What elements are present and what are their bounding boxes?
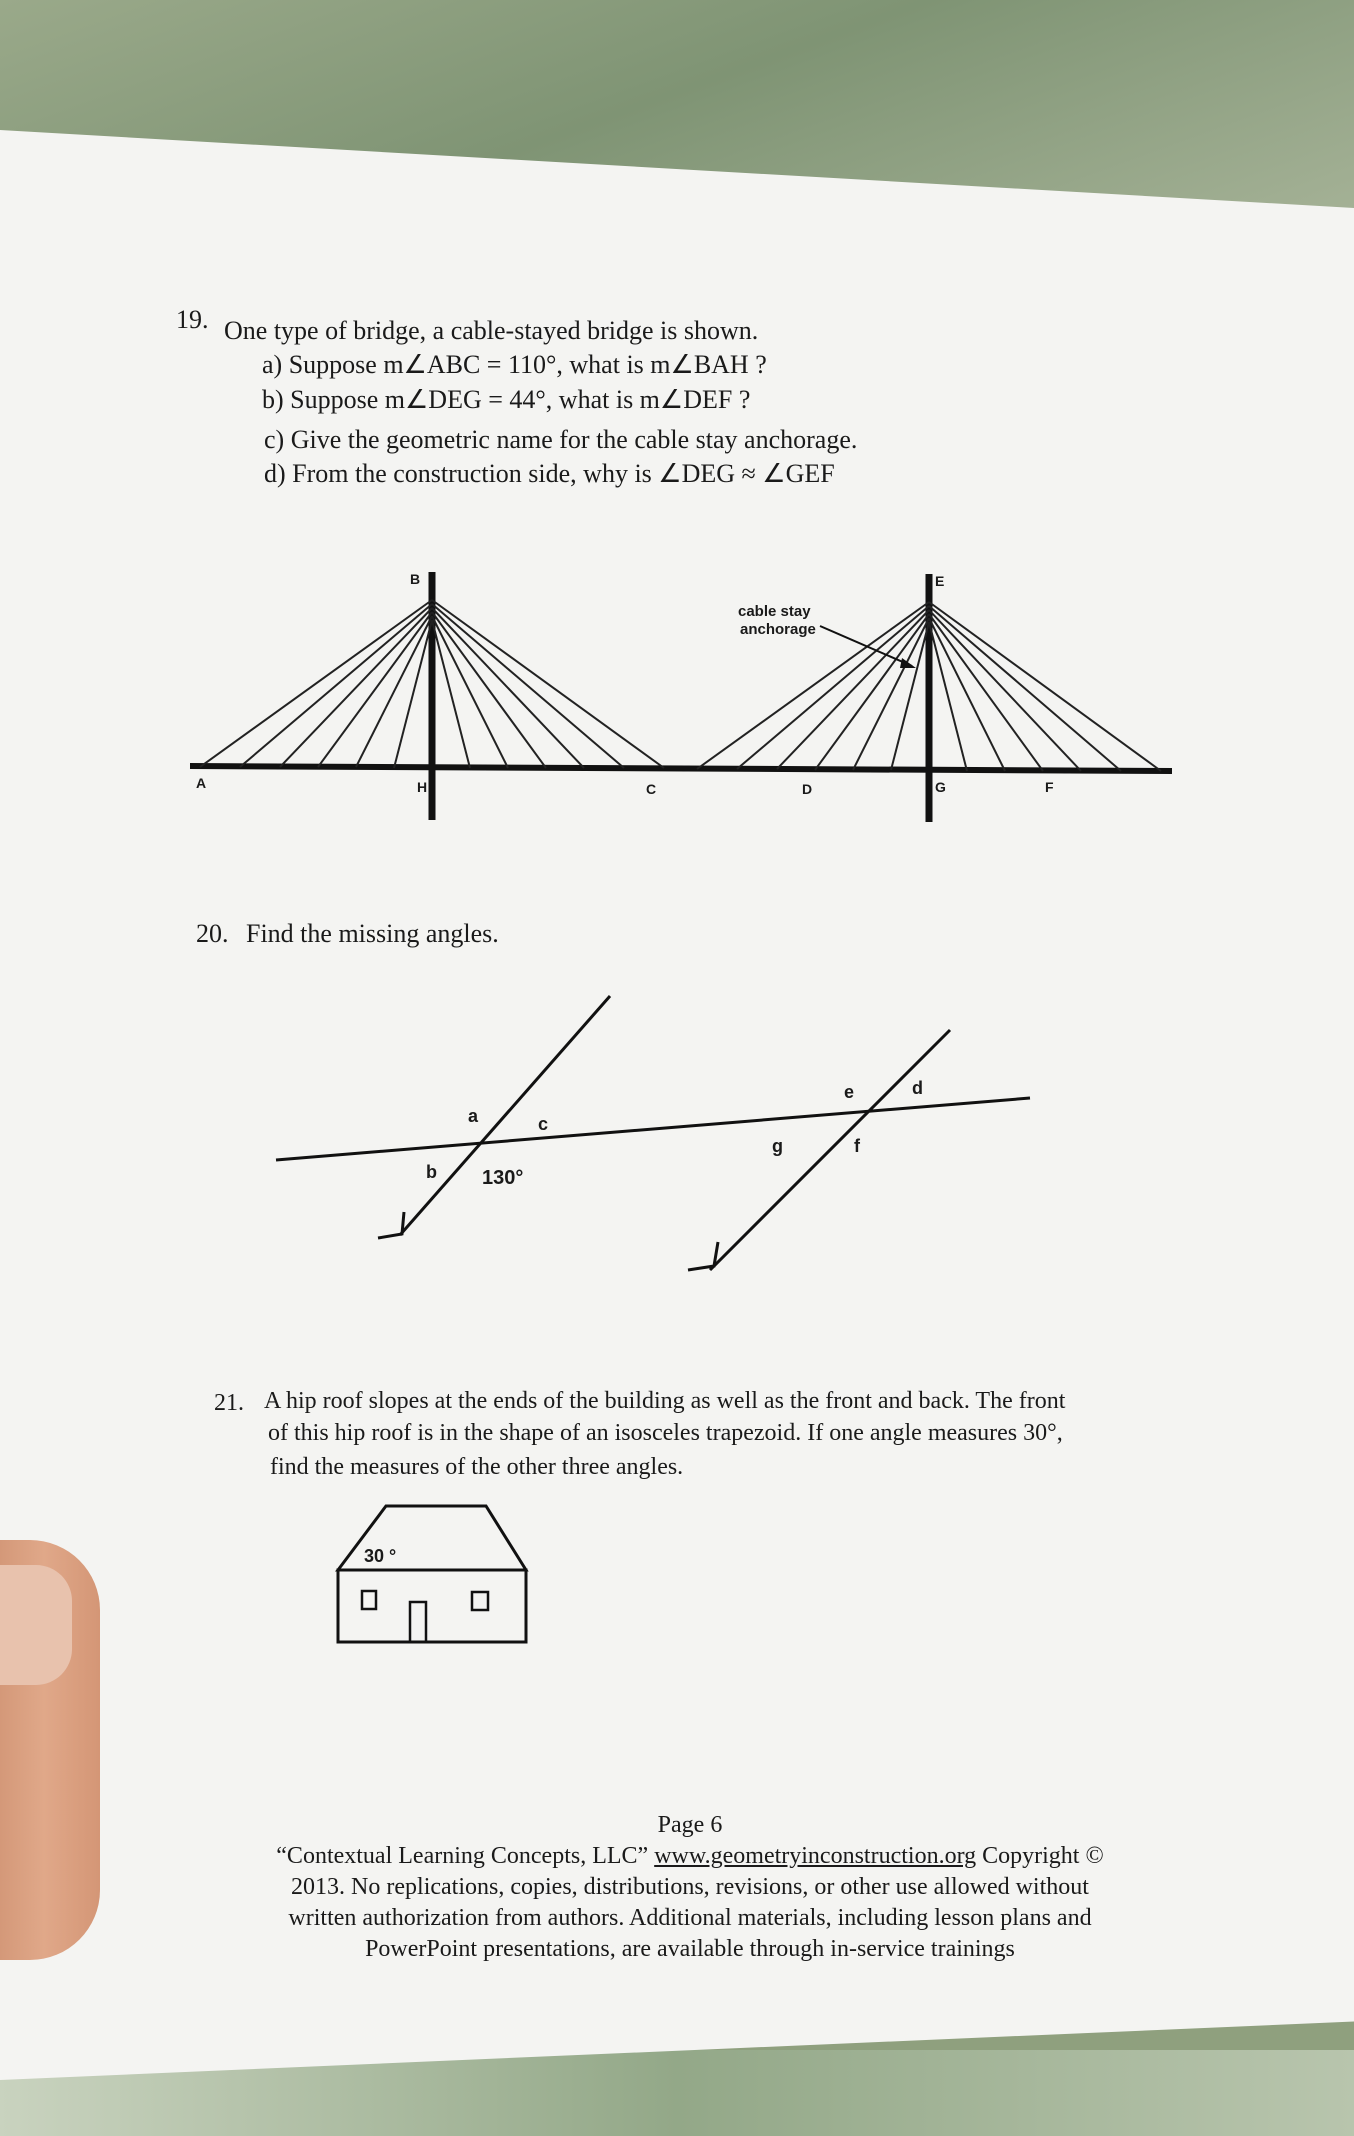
copyright-line4: PowerPoint presentations, are available through in-service trainings (365, 1936, 1015, 1962)
copyright-line1 (200, 1841, 1180, 1872)
q21-line2: of this hip roof is in the shape of an isosceles trapezoid. If one angle measures 30°, (268, 1420, 1063, 1446)
q21-number: 21. (214, 1390, 244, 1416)
hip-roof-house-diagram (336, 1500, 536, 1650)
point-label-e: E (935, 573, 945, 589)
callout-line2: anchorage (740, 621, 816, 638)
bridge-diagram (180, 560, 1180, 820)
angle-label-a: a (468, 1106, 479, 1126)
angle-label-d: d (912, 1078, 923, 1098)
given-angle-130: 130° (482, 1167, 524, 1189)
copyright-line2: 2013. No replications, copies, distributions, revisions, or other use allowed without (291, 1874, 1089, 1900)
roof-angle-label: 30 ° (364, 1546, 397, 1566)
point-label-h: H (417, 779, 428, 795)
q20-number: 20. (196, 919, 229, 948)
point-label-c: C (646, 781, 657, 797)
copyright-owner: “Contextual Learning Concepts, LLC” (276, 1843, 655, 1869)
q19-part-a: a) Suppose m∠ABC = 110°, what is m∠BAH ? (262, 350, 767, 379)
q21-line3: find the measures of the other three angles. (270, 1454, 684, 1480)
transversal-diagram (270, 980, 1050, 1290)
website-link[interactable]: www.geometryinconstruction.org (654, 1843, 977, 1869)
page-footer (200, 1810, 1180, 1965)
q19-part-b: b) Suppose m∠DEG = 44°, what is m∠DEF ? (262, 385, 751, 414)
q21-line1: A hip roof slopes at the ends of the building as well as the front and back. The front (264, 1388, 1066, 1414)
angle-label-c: c (538, 1114, 549, 1134)
q19-part-d: d) From the construction side, why is ∠DEG ≈ ∠GEF (264, 459, 835, 488)
angle-label-e: e (844, 1082, 855, 1102)
copyright-line3: written authorization from authors. Additional materials, including lesson plans and (288, 1905, 1092, 1931)
point-label-b: B (410, 571, 421, 587)
point-label-g: G (935, 779, 946, 795)
point-label-d: D (802, 781, 813, 797)
angle-label-g: g (772, 1136, 783, 1156)
callout-line1: cable stay (738, 603, 811, 620)
q19-number: 19. (176, 305, 209, 334)
angle-label-f: f (854, 1136, 860, 1156)
point-label-a: A (196, 775, 207, 791)
copyright-symbol-text: Copyright © (976, 1843, 1104, 1869)
angle-label-b: b (426, 1162, 437, 1182)
page-number: Page 6 (657, 1812, 723, 1838)
q20-prompt: Find the missing angles. (246, 919, 499, 948)
q19-part-c: c) Give the geometric name for the cable stay anchorage. (264, 425, 858, 454)
point-label-f: F (1045, 779, 1054, 795)
q19-prompt: One type of bridge, a cable-stayed bridge is shown. (224, 316, 759, 345)
thumbnail (0, 1565, 72, 1685)
